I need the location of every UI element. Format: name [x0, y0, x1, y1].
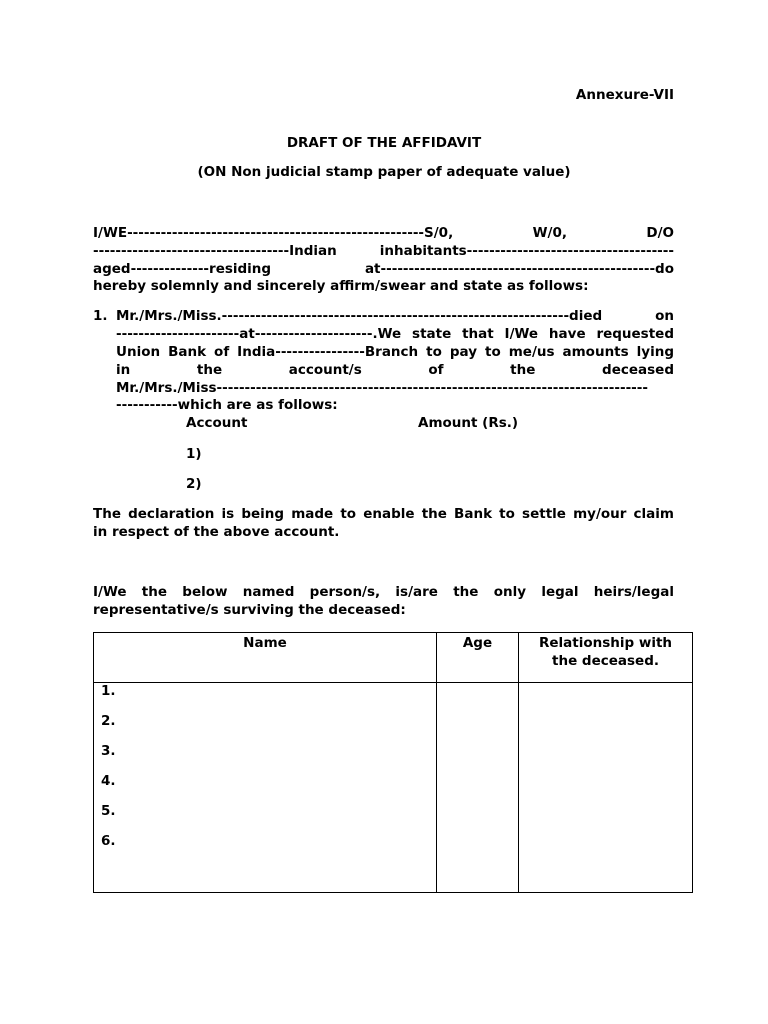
intro-line-3: aged--------------residing at-------------------------------------------------do [93, 261, 674, 277]
account-entry-1: 1) [186, 446, 202, 462]
intro-line-1: I/WE-----------------------------------------------------S/0, W/0, D/O [93, 225, 674, 241]
item1-line-1: Mr./Mrs./Miss.--------------------------------------------------------------died on [116, 308, 674, 324]
table-body-row [94, 683, 693, 893]
annexure-label: Annexure-VII [575, 87, 674, 103]
relationship-cell [519, 683, 693, 893]
name-header: Name [94, 633, 437, 683]
list-item: 5. [101, 803, 116, 819]
name-cell [94, 683, 437, 893]
amount-column-label: Amount (Rs.) [418, 415, 519, 431]
relationship-header [519, 633, 693, 683]
heirs-statement-line-2: representative/s surviving the deceased: [93, 602, 406, 618]
declaration-line-2: in respect of the above account. [93, 524, 340, 540]
relationship-header-line-2: the deceased. [552, 653, 659, 669]
item1-line-4: in the account/s of the deceased [116, 362, 674, 378]
list-item: 2. [101, 713, 116, 729]
item1-line-3: Union Bank of India----------------Branch to pay to me/us amounts lying [116, 344, 674, 360]
item1-line-2: ----------------------at---------------------.We state that I/We have requested [116, 326, 674, 342]
legal-heirs-table [93, 632, 693, 893]
list-item: 6. [101, 833, 116, 849]
document-title: DRAFT OF THE AFFIDAVIT [286, 135, 482, 151]
item1-line-5: Mr./Mrs./Miss----------------------------------------------------------------------------- [116, 380, 648, 396]
relationship-header-line-1: Relationship with [538, 635, 673, 651]
item-number: 1. [93, 308, 108, 324]
heirs-statement-line-1: I/We the below named person/s, is/are the only legal heirs/legal [93, 584, 674, 600]
declaration-line-1: The declaration is being made to enable the Bank to settle my/our claim [93, 506, 674, 522]
table-header-row [94, 633, 693, 683]
document-subtitle: (ON Non judicial stamp paper of adequate value) [197, 164, 571, 180]
list-item: 4. [101, 773, 116, 789]
heir-number-list [94, 683, 436, 863]
age-header: Age [437, 633, 519, 683]
intro-line-2: -----------------------------------Indian inhabitants------------------------------------- [93, 243, 674, 259]
intro-line-4: hereby solemnly and sincerely affirm/swear and state as follows: [93, 278, 589, 294]
item1-line-6: -----------which are as follows: [116, 397, 338, 413]
account-column-label: Account [186, 415, 248, 431]
account-entry-2: 2) [186, 476, 202, 492]
age-cell [437, 683, 519, 893]
list-item: 3. [101, 743, 116, 759]
list-item: 1. [101, 683, 116, 699]
